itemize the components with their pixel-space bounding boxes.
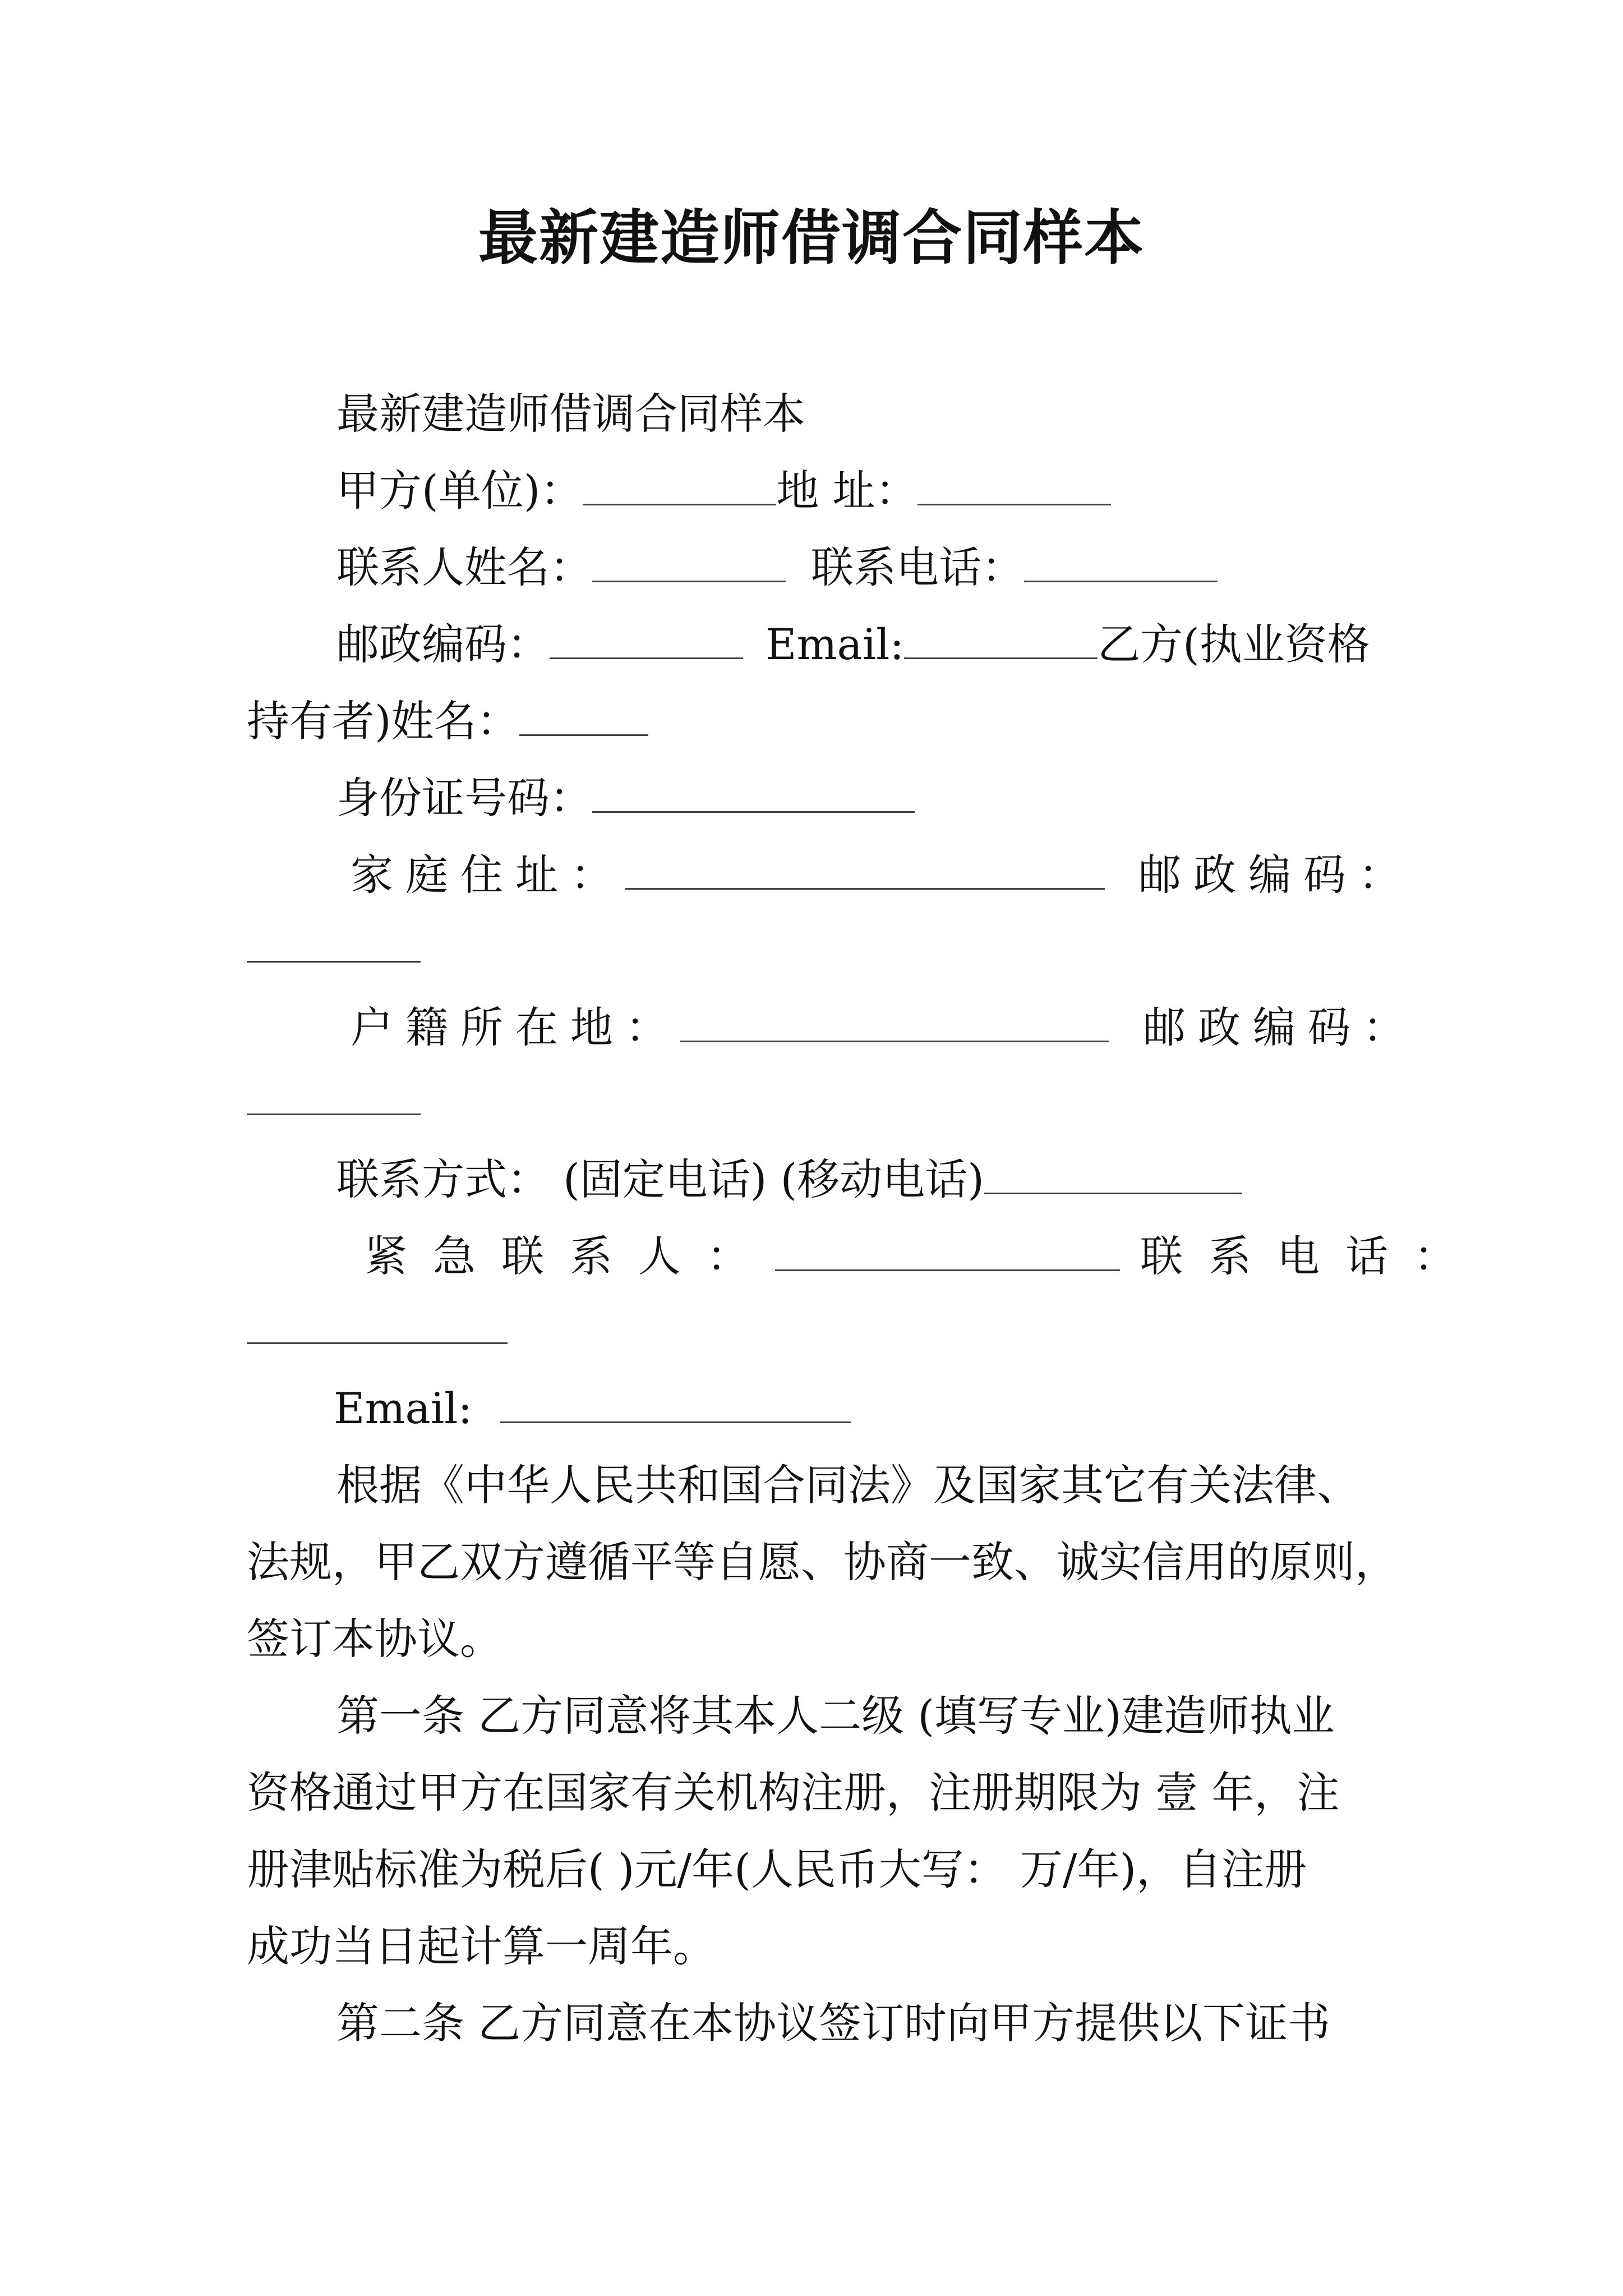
emergency-email-label: Email: xyxy=(334,1383,473,1433)
party-a-blank[interactable] xyxy=(583,469,776,505)
contact-line xyxy=(336,540,1218,596)
emergency-email-line xyxy=(334,1381,851,1437)
preamble-line-2: 法规，甲乙双方遵循平等自愿、协商一致、诚实信用的原则， xyxy=(247,1537,1398,1587)
emergency-phone-blank[interactable] xyxy=(247,1308,508,1344)
home-address-label: 家庭住址： xyxy=(351,850,625,900)
party-b-name-label: 持有者)姓名： xyxy=(247,696,519,746)
household-label: 户籍所在地： xyxy=(351,1002,680,1052)
id-number-line xyxy=(336,770,915,826)
emergency-phone-line xyxy=(247,1301,508,1358)
household-line xyxy=(351,1000,1418,1056)
home-address-line xyxy=(351,847,1413,903)
id-number-blank[interactable] xyxy=(592,776,915,813)
article-1-line-2: 资格通过甲方在国家有关机构注册，注册期限为 壹 年，注 xyxy=(247,1768,1340,1818)
contact-phone-blank[interactable] xyxy=(1024,546,1218,582)
home-postcode-label: 邮政编码： xyxy=(1138,850,1413,900)
postcode-line xyxy=(336,616,1370,673)
contact-method-label: 联系方式： (固定电话) (移动电话) xyxy=(336,1154,984,1204)
postcode-label: 邮政编码： xyxy=(336,619,550,669)
party-a-label: 甲方(单位)： xyxy=(336,466,583,516)
emergency-contact-line xyxy=(365,1228,1482,1285)
emergency-contact-label: 紧急联系人： xyxy=(365,1231,775,1281)
household-postcode-blank[interactable] xyxy=(247,1079,421,1115)
party-b-name-line xyxy=(247,693,648,749)
home-postcode-blank[interactable] xyxy=(247,926,421,963)
article-2-line-1: 第二条 乙方同意在本协议签订时向甲方提供以下证书 xyxy=(336,1998,1331,2048)
contact-phone-label: 联系电话： xyxy=(811,542,1024,592)
article-1-line-4: 成功当日起计算一周年。 xyxy=(247,1921,716,1971)
preamble-line-3: 签订本协议。 xyxy=(247,1614,502,1664)
emergency-contact-blank[interactable] xyxy=(775,1235,1120,1271)
household-postcode-label: 邮政编码： xyxy=(1143,1002,1418,1052)
emergency-phone-label: 联系电话： xyxy=(1140,1231,1482,1281)
address-label: 地 址： xyxy=(776,466,918,516)
party-b-label: 乙方(执业资格 xyxy=(1098,619,1370,669)
home-postcode-line xyxy=(247,920,421,976)
home-address-blank[interactable] xyxy=(625,853,1105,890)
postcode-blank[interactable] xyxy=(550,623,743,659)
article-1-line-3: 册津贴标准为税后( )元/年(人民币大写： 万/年)，自注册 xyxy=(247,1844,1307,1894)
party-b-name-blank[interactable] xyxy=(519,700,648,736)
contact-method-line xyxy=(336,1152,1242,1208)
contact-name-blank[interactable] xyxy=(592,546,786,582)
contact-name-label: 联系人姓名： xyxy=(336,542,592,592)
email-label: Email: xyxy=(766,619,905,669)
article-1-line-1: 第一条 乙方同意将其本人二级 (填写专业)建造师执业 xyxy=(336,1691,1335,1741)
email-blank[interactable] xyxy=(904,623,1098,659)
mobile-phone-blank[interactable] xyxy=(984,1158,1242,1194)
emergency-email-blank[interactable] xyxy=(500,1387,851,1423)
preamble-line-1: 根据《中华人民共和国合同法》及国家其它有关法律、 xyxy=(336,1460,1359,1510)
document-title: 最新建造师借调合同样本 xyxy=(478,204,1145,273)
party-a-line xyxy=(336,463,1111,519)
id-number-label: 身份证号码： xyxy=(336,773,592,823)
household-postcode-line xyxy=(247,1073,421,1129)
subtitle-line: 最新建造师借调合同样本 xyxy=(336,389,805,439)
address-blank[interactable] xyxy=(917,469,1111,505)
household-blank[interactable] xyxy=(680,1006,1109,1042)
